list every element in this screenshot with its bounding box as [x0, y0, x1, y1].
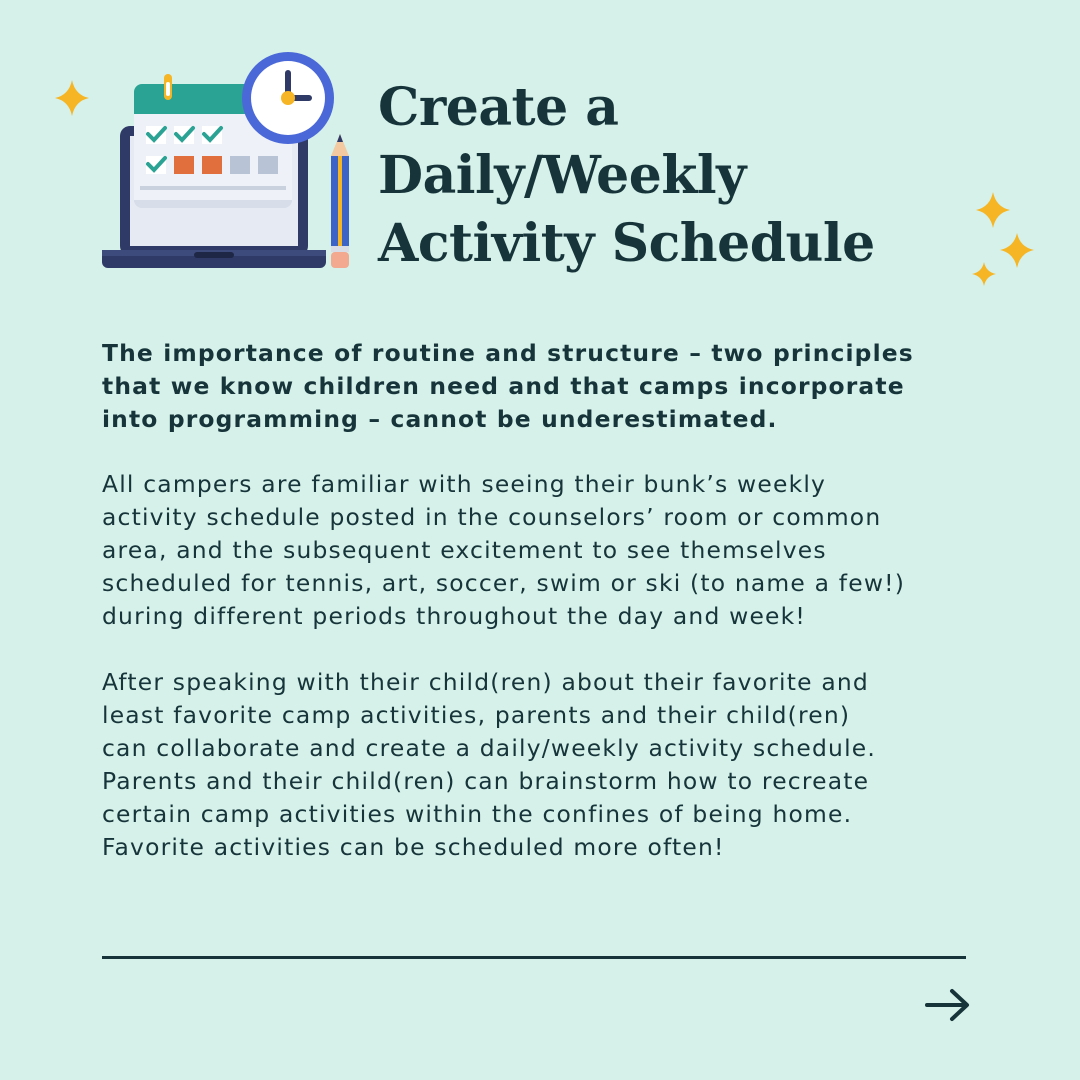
sparkle-icon — [1000, 233, 1034, 268]
lede-line: into programming – cannot be underestimated. — [102, 405, 778, 433]
sparkle-icon — [972, 262, 996, 286]
body-paragraph-1 — [102, 468, 1002, 633]
body-line: activity schedule posted in the counselors’ room or common — [102, 503, 882, 531]
body-line: Parents and their child(ren) can brainstorm how to recreate — [102, 767, 870, 795]
body-line: All campers are familiar with seeing their bunk’s weekly — [102, 470, 827, 498]
sparkle-icon — [976, 192, 1010, 228]
body-line: Favorite activities can be scheduled more often! — [102, 833, 725, 861]
lede-paragraph — [102, 337, 982, 436]
title-line: Activity Schedule — [378, 213, 875, 274]
body-line: scheduled for tennis, art, soccer, swim or ski (to name a few!) — [102, 569, 906, 597]
body-line: least favorite camp activities, parents and their child(ren) — [102, 701, 851, 729]
pencil-icon — [331, 134, 349, 268]
body-line: certain camp activities within the confines of being home. — [102, 800, 853, 828]
body-paragraph-2 — [102, 666, 1002, 864]
page-title — [378, 74, 938, 278]
lede-line: that we know children need and that camps incorporate — [102, 372, 905, 400]
body-line: area, and the subsequent excitement to see themselves — [102, 536, 827, 564]
divider-line — [102, 956, 966, 959]
body-line: can collaborate and create a daily/weekly activity schedule. — [102, 734, 877, 762]
body-line: during different periods throughout the day and week! — [102, 602, 806, 630]
sparkle-icon — [55, 80, 89, 116]
arrow-right-icon[interactable] — [924, 986, 972, 1024]
clock-icon — [242, 52, 334, 144]
body-line: After speaking with their child(ren) about their favorite and — [102, 668, 869, 696]
title-line: Create a — [378, 77, 619, 138]
title-line: Daily/Weekly — [378, 145, 746, 206]
lede-line: The importance of routine and structure – two principles — [102, 339, 914, 367]
